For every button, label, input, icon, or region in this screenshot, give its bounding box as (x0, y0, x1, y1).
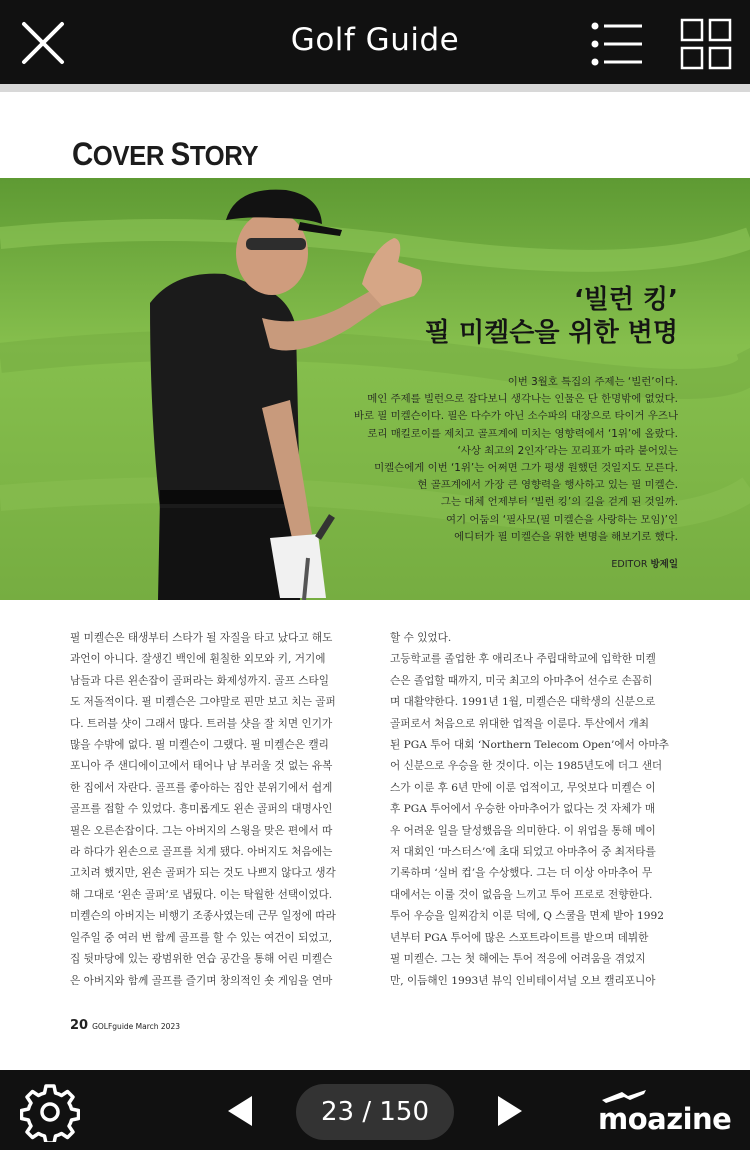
body-line: 필 미켈슨은 태생부터 스타가 될 자질을 타고 났다고 해도 (70, 632, 333, 644)
magazine-page[interactable] (0, 84, 750, 1070)
body-line: 투어 우승을 일찌감치 이룬 덕에, Q 스쿨을 면제 받아 1992 (390, 910, 664, 923)
body-column-right (390, 628, 702, 992)
list-menu-icon (588, 20, 644, 68)
bottom-bar (0, 1070, 750, 1150)
intro-line: 에디터가 필 미켈슨을 위한 변명을 해보기로 했다. (454, 530, 678, 543)
body-line: 스가 이룬 후 6년 만에 이룬 업적이고, 무엇보다 미켈슨 이 (390, 781, 656, 794)
body-line: 후 PGA 투어에서 우승한 아마추어가 없다는 것 자체가 매 (390, 803, 656, 816)
body-line: 며 대활약한다. 1991년 1월, 미켈슨은 대학생의 신분으로 (390, 696, 656, 709)
body-line: 필 미켈슨. 그는 첫 해에는 투어 적응에 어려움을 겪었지 (390, 953, 646, 966)
page-folio (70, 1018, 180, 1033)
top-bar (0, 0, 750, 84)
triangle-left-icon (226, 1094, 256, 1128)
headline-line-2: 필 미켈슨을 위한 변명 (424, 318, 678, 348)
editor-credit (611, 556, 678, 570)
body-line: 미켈슨의 아버지는 비행기 조종사였는데 근무 일정에 따라 (70, 910, 336, 923)
article-headline (425, 284, 678, 350)
intro-line: 그는 대체 언제부터 ‘빌런 킹’의 길을 걷게 된 것일까. (440, 496, 678, 509)
moazine-logo (596, 1090, 730, 1136)
triangle-right-icon (494, 1094, 524, 1128)
editor-name: 방제일 (650, 559, 678, 570)
body-line: 일주일 중 여러 번 함께 골프를 할 수 있는 여건이 되었고, (70, 931, 333, 944)
body-line: 기록하며 ‘실버 컵’을 수상했다. 그는 더 이상 아마추어 무 (390, 867, 653, 880)
page-top-divider (0, 84, 750, 92)
body-line: 남들과 다른 왼손잡이 골퍼라는 화제성까지. 골프 스타일 (70, 674, 329, 687)
logo-wordmark: moazine (598, 1102, 732, 1136)
body-line: 다. 트러블 샷이 그래서 많다. 트러블 샷을 잘 치면 인기가 (70, 717, 333, 730)
folio-issue: GOLFguide March 2023 (92, 1022, 180, 1031)
next-page-button[interactable] (494, 1094, 524, 1128)
body-line: 만, 이듬해인 1993년 뷰익 인비테이셔널 오브 캘리포니아 (390, 974, 656, 987)
gear-icon (20, 1082, 80, 1142)
body-line: 필은 오른손잡이다. 그는 아버지의 스윙을 맞은 편에서 따 (70, 824, 333, 837)
body-line: 한 집에서 자란다. 골프를 좋아하는 집안 분위기에서 쉽게 (70, 781, 333, 794)
editor-label: EDITOR (611, 559, 648, 570)
table-of-contents-button[interactable] (588, 20, 644, 68)
page-indicator[interactable]: 23 / 150 (296, 1084, 454, 1140)
body-line: 많을 수밖에 없다. 필 미켈슨이 그랬다. 필 미켈슨은 캘리 (70, 739, 329, 752)
body-line: 골프를 접할 수 있었다. 흥미롭게도 왼손 골퍼의 대명사인 (70, 803, 333, 816)
article-intro (348, 374, 678, 546)
body-column-left (70, 628, 382, 992)
body-line: 해 그대로 ‘왼손 골퍼’로 냅뒀다. 이는 탁월한 선택이었다. (70, 888, 333, 901)
intro-line: 현 골프계에서 가장 큰 영향력을 행사하고 있는 필 미켈슨. (417, 479, 678, 492)
body-line: 라 하다가 왼손으로 골프를 치게 됐다. 아버지도 처음에는 (70, 846, 333, 859)
intro-line: 여기 어둠의 ‘필사모(필 미켈슨을 사랑하는 모임)’인 (446, 513, 678, 526)
body-line: 골퍼로서 처음으로 위대한 업적을 이룬다. 투산에서 개최 (390, 717, 649, 730)
settings-button[interactable] (20, 1082, 80, 1142)
previous-page-button[interactable] (226, 1094, 256, 1128)
body-line: 고등학교를 졸업한 후 애리조나 주립대학교에 입학한 미켈 (390, 653, 656, 666)
cover-photo (0, 178, 750, 600)
body-line: 년부터 PGA 투어에 많은 스포트라이트를 받으며 데뷔한 (390, 931, 649, 944)
body-line: 과언이 아니다. 잘생긴 백인에 훤칠한 외모와 키, 거기에 (70, 653, 326, 666)
intro-line: ‘사상 최고의 2인자’라는 꼬리표가 따라 붙어있는 (457, 444, 678, 457)
body-line: 집 뒷마당에 있는 광범위한 연습 공간을 통해 어린 미켈슨 (70, 953, 333, 966)
intro-line: 메인 주제를 빌런으로 잡다보니 생각나는 인물은 단 한명밖에 없었다. (367, 393, 678, 406)
body-line: 슨은 졸업할 때까지, 미국 최고의 아마추어 선수로 손꼽히 (390, 674, 653, 687)
intro-line: 이번 3월호 특집의 주제는 ‘빌런’이다. (507, 376, 678, 388)
body-line: 은 아버지와 함께 골프를 즐기며 창의적인 숏 게임을 연마 (70, 974, 333, 987)
headline-line-1: ‘빌런 킹’ (573, 285, 678, 315)
body-line: 할 수 있었다. (390, 632, 452, 644)
body-line: 고치려 했지만, 왼손 골퍼가 되는 것도 나쁘지 않다고 생각 (70, 867, 336, 880)
intro-line: 바로 필 미켈슨이다. 필은 다수가 아닌 소수파의 대장으로 타이거 우즈나 (353, 410, 678, 423)
grid-view-button[interactable] (680, 18, 732, 70)
grid-view-icon (680, 18, 732, 70)
body-line: 대에서는 이룰 것이 없음을 느끼고 투어 프로로 전향한다. (390, 888, 653, 901)
body-line: 저 대회인 ‘마스터스’에 초대 되었고 아마추어 중 최저타를 (390, 846, 656, 859)
body-line: 포니아 주 샌디에이고에서 태어나 남 부러울 것 없는 유복 (70, 760, 333, 773)
body-line: 된 PGA 투어 대회 ‘Northern Telecom Open’에서 아마추 (390, 739, 669, 752)
intro-line: 미켈슨에게 이번 ‘1위’는 어쩌면 그가 평생 원했던 것일지도 모른다. (374, 462, 678, 475)
body-line: 어 신분으로 우승을 한 것이다. 이는 1985년도에 더그 샌더 (390, 760, 663, 773)
section-label: COVER STORY (72, 136, 259, 172)
body-line: 우 어려운 일을 달성했음을 의미한다. 이 위업을 통해 메이 (390, 824, 656, 837)
app-title: Golf Guide (290, 22, 460, 58)
intro-line: 로리 매킬로이를 제치고 골프계에 미치는 영향력에서 ‘1위’에 올랐다. (367, 427, 678, 440)
body-line: 도 저돌적이다. 필 미켈슨은 그야말로 핀만 보고 치는 골퍼 (70, 696, 336, 709)
folio-page-number: 20 (70, 1018, 89, 1033)
